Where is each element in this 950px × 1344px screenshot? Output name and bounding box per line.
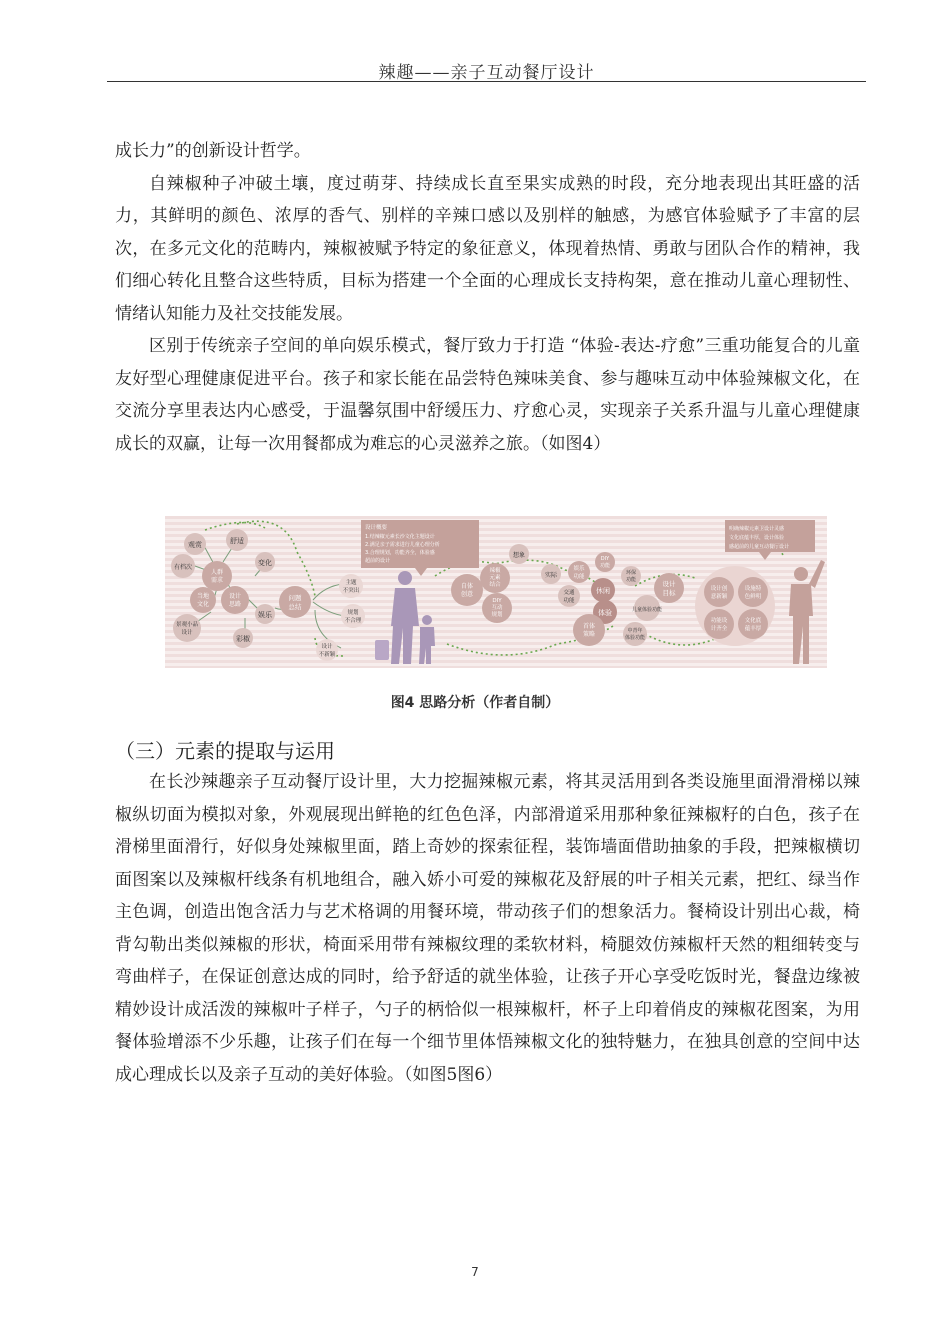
node-label: 互动 (491, 605, 503, 611)
body-text-lower (115, 766, 860, 1091)
circle-zhongxin (623, 622, 647, 646)
node-label: 功能 (599, 563, 611, 569)
circle-lajiaoys (480, 563, 510, 593)
circle-youdangci (171, 554, 195, 578)
circle-yule (255, 604, 275, 624)
node-label: 首体 (582, 623, 596, 630)
node-label: 设施特 (744, 586, 762, 592)
circle-shijian (541, 564, 561, 584)
node-label: 休闲 (596, 587, 610, 595)
node-label: 中青年 (627, 628, 643, 634)
section-heading: （三）元素的提取与运用 (115, 739, 335, 763)
node-label: 彩椒 (236, 635, 250, 643)
node-label: 意新颖 (710, 594, 728, 600)
box-line: 文化底蕴丰厚，设计体验 (729, 535, 785, 541)
circle-zishen (451, 574, 483, 606)
node-label: 舒适 (230, 537, 244, 545)
circle-gongneng (704, 609, 734, 639)
box-line: 超前的设计 (365, 558, 391, 564)
circle-shejibq (316, 639, 338, 661)
figure-4-mindmap (165, 516, 827, 668)
header-rule (107, 81, 866, 82)
circle-sheshi (738, 577, 768, 607)
node-label: 体验功能 (624, 635, 646, 641)
box-line: 明确辣椒元素卫设计灵感 (729, 526, 785, 532)
node-label: 功能设 (710, 618, 728, 624)
node-label: 人群 (210, 569, 224, 576)
figure-caption: 图4 思路分析（作者自制） (390, 695, 560, 711)
paragraph: 自辣椒种子冲破土壤，度过萌芽、持续成长直至果实成熟的时段，充分地表现出其旺盛的活力，其鲜明的颜色、浓厚的香气、别样的辛辣口感以及别样的触感，为感官体验赋予了丰富的层次，在多元文化的范畴内，辣椒被赋予特定的象征意义，体现着热情、勇敢与团队合作的精神，我们细心转化且整合这些特质，目标为搭建一个全面的心理成长支持构架，意在推动儿童心理韧性、情绪认知能力及社交技能发展。 (115, 173, 860, 324)
circle-guihua (341, 604, 365, 628)
circle-wenhua (738, 609, 768, 639)
outcome-cluster (695, 566, 775, 646)
node-label: 有档次 (173, 564, 193, 571)
node-label: DIY (492, 598, 502, 604)
node-label: 思路 (228, 601, 242, 608)
node-label: 当地 (196, 593, 210, 600)
node-label: DIY (600, 556, 610, 562)
node-label: 策略 (582, 631, 596, 638)
node-label: 元素 (489, 575, 501, 581)
circle-mubiao (654, 573, 684, 603)
circle-xiuxian (591, 578, 615, 602)
circle-wenti (279, 586, 311, 618)
node-label: 观赏 (188, 541, 202, 549)
circle-xiangxiang (509, 544, 529, 564)
node-label: 自体 (460, 583, 474, 590)
node-label: 规划 (347, 610, 359, 616)
node-label: 不合理 (344, 618, 362, 624)
node-label: 功能 (573, 574, 585, 580)
node-label: 体验 (598, 609, 612, 617)
node-label: 交通 (563, 590, 575, 596)
node-label: 结合 (489, 582, 501, 588)
box-line: 2.满足亲子需求进行儿童心理分析 (365, 542, 440, 548)
page-number: 7 (471, 1265, 479, 1279)
circle-shushi (226, 529, 248, 551)
box-line: 感超前的儿童互动餐厅设计 (729, 544, 790, 550)
circle-guankan (184, 533, 206, 555)
circle-jingguan (173, 614, 201, 642)
node-label: 计齐全 (710, 626, 728, 632)
node-label: 不突出 (342, 588, 360, 594)
circle-dangdi (190, 587, 216, 613)
node-label: 功能 (563, 598, 575, 604)
node-label: 景观小品 (175, 622, 199, 628)
node-label: 文化底 (744, 618, 762, 624)
node-label: 色鲜明 (744, 594, 762, 600)
paragraph: 区别于传统亲子空间的单向娱乐模式，餐厅致力于打造 “体验-表达-疗愈”三重功能复合的儿童友好型心理健康促进平台。孩子和家长能在品尝特色辣味美食、参与趣味互动中体验辣椒文化，在交流分享里表达内心感受，于温馨氛围中舒缓压力、疗愈心灵，实现亲子关系升温与儿童心理健康成长的双赢，让每一次用餐都成为难忘的心灵滋养之旅。（如图4） (115, 336, 860, 454)
node-label: 设计 (321, 644, 333, 650)
circle-renqun (202, 561, 232, 591)
circle-zhuti (339, 574, 363, 598)
node-label: 主题 (345, 580, 357, 586)
node-label: 设计 (181, 630, 193, 636)
box-line: 1.结辣椒元素长沙文化主题设计 (365, 534, 435, 540)
circle-jiaotong (558, 585, 580, 607)
node-label: 娱乐 (573, 566, 585, 572)
circle-diygn (595, 552, 615, 572)
paragraph: 在长沙辣趣亲子互动餐厅设计里，大力挖掘辣椒元素，将其灵活用到各类设施里面滑滑梯以辣椒纵切面为模拟对象，外观展现出鲜艳的红色色泽，内部滑道采用那种象征辣椒籽的白色，孩子在滑梯里面滑行，好似身处辣椒里面，踏上奇妙的探索征程，装饰墙面借助抽象的手段，把辣椒横切面图案以及辣椒杆线条有机地组合，融入娇小可爱的辣椒花及舒展的叶子相关元素，把红、绿当作主色调，创造出饱含活力与艺术格调的用餐环境，带动孩子们的想象活力。餐椅设计别出心裁，椅背勾勒出类似辣椒的形状，椅面采用带有辣椒纹理的柔软材料，椅腿效仿辣椒杆天然的粗细转变与弯曲样子，在保证创意达成的同时，给予舒适的就坐体验，让孩子开心享受吃饭时光，餐盘边缘被精妙设计成活泼的辣椒叶子样子，勺子的柄恰似一根辣椒杆，杯子上印着俏皮的辣椒花图案，为用餐体验增添不少乐趣，让孩子们在每一个细节里体悟辣椒文化的独特魅力，在独具创意的空间中达成心理成长以及亲子互动的美好体验。（如图5图6） (115, 772, 860, 1085)
node-label: 目标 (662, 589, 676, 597)
node-label: 想象 (512, 552, 526, 559)
node-label: 实际 (544, 572, 558, 579)
node-label: 不新颖 (318, 652, 336, 658)
node-label: 娱乐 (258, 611, 272, 619)
circle-tiyanfz (573, 614, 605, 646)
node-label: 设计 (662, 580, 676, 588)
node-label: 设计创 (710, 586, 728, 592)
node-label: 文化 (196, 601, 210, 608)
circle-yulegn (568, 561, 590, 583)
running-header: 辣趣——亲子互动餐厅设计 (378, 63, 595, 83)
node-label: 环保 (625, 570, 637, 576)
node-label: 儿童体验功能 (631, 607, 663, 613)
circle-lajiao (233, 628, 253, 648)
circle-sheji (221, 586, 249, 614)
body-text-upper (115, 135, 860, 460)
node-label: 规划 (491, 612, 503, 618)
paragraph: 成长力”的创新设计哲学。 (115, 141, 311, 161)
speech-box-summary (361, 520, 479, 576)
node-label: 变化 (258, 559, 272, 567)
mindmap-diagram (165, 516, 827, 668)
circle-chuangyi (704, 577, 734, 607)
node-label: 问题 (288, 594, 302, 602)
box-line: 3.合理规划，功能齐全，体验感 (365, 550, 435, 556)
node-label: 功能 (625, 577, 637, 583)
node-label: 辣椒 (489, 568, 501, 574)
node-label: 蕴丰厚 (744, 626, 762, 632)
node-label: 设计 (228, 593, 242, 600)
node-label: 创意 (460, 591, 474, 598)
circle-huanbao (621, 566, 641, 586)
node-label: 需求 (210, 577, 224, 584)
circle-diy (482, 593, 512, 623)
circle-bianhua (255, 552, 275, 572)
box-line: 设计概要 (365, 525, 388, 531)
node-label: 总结 (288, 603, 302, 611)
